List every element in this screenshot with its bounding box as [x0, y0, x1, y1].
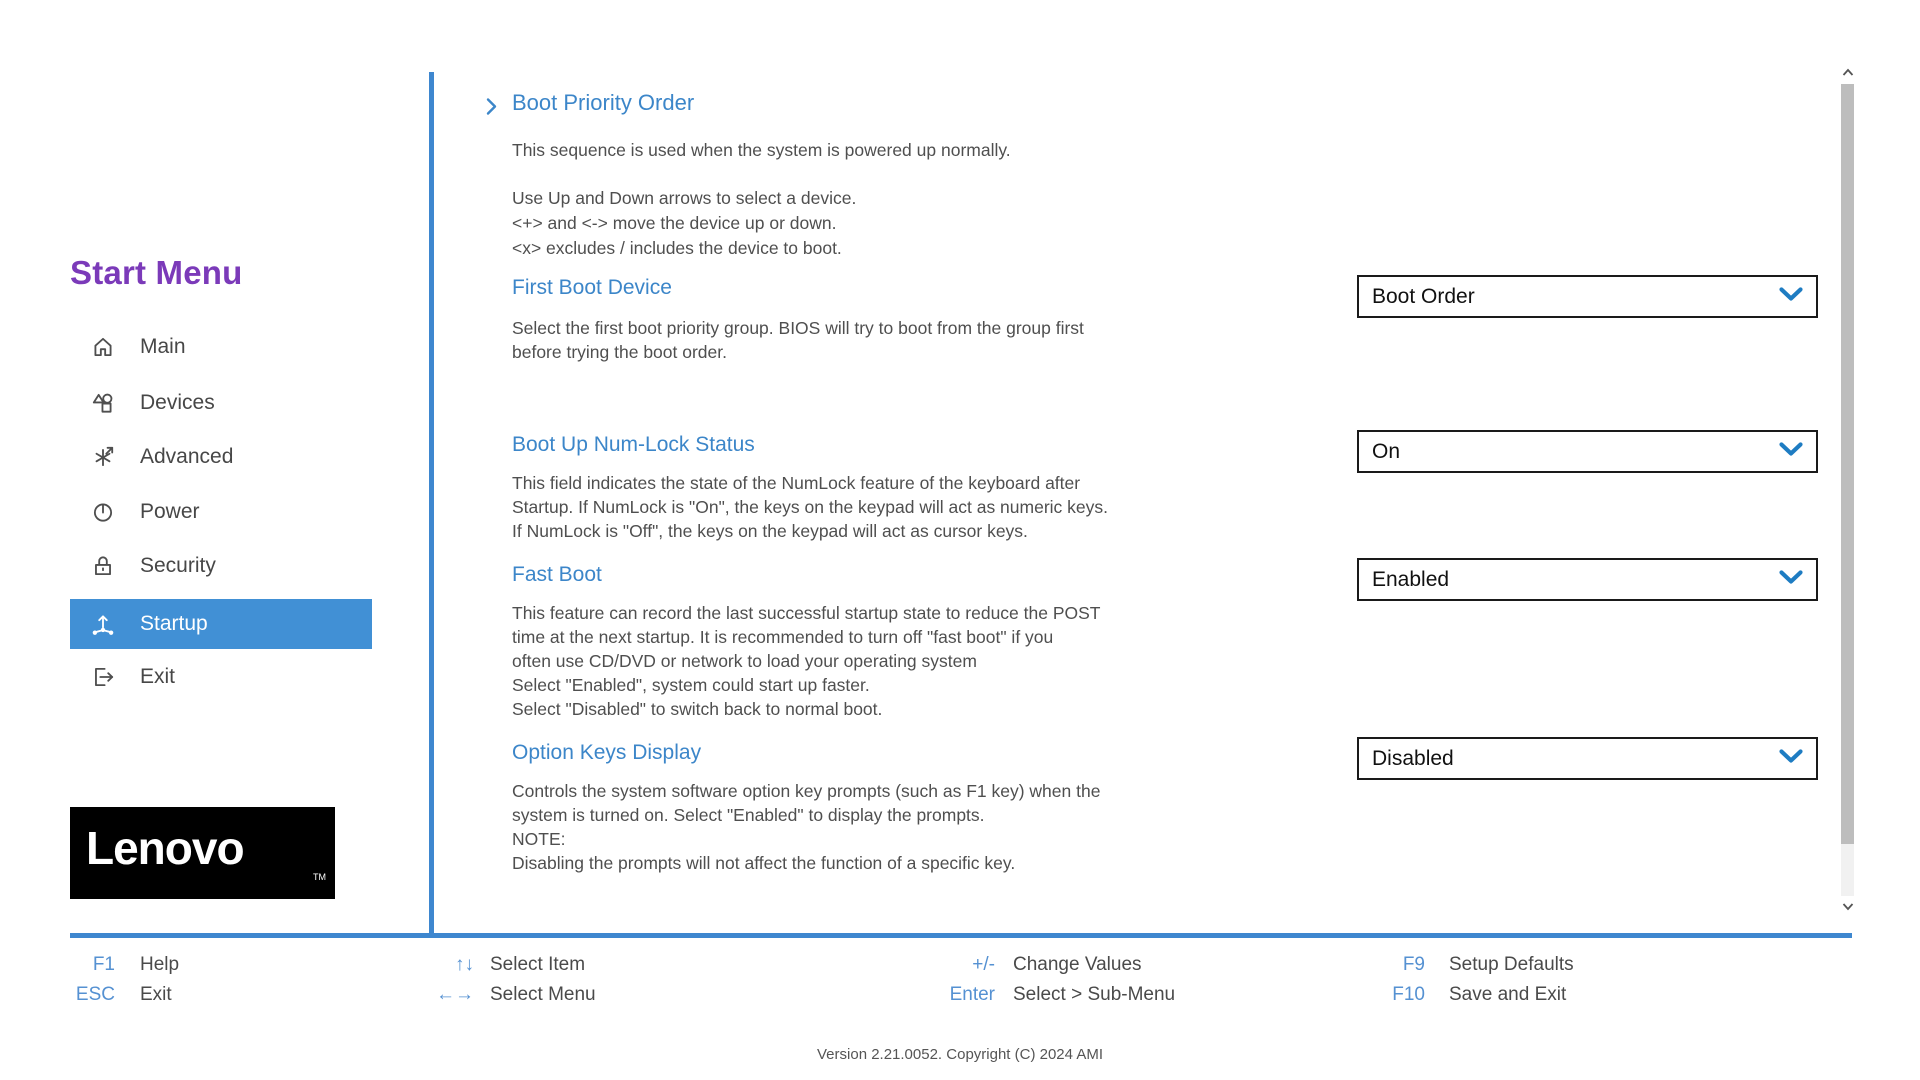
sidebar-item-label: Security — [140, 554, 216, 577]
sidebar-item-label: Power — [140, 500, 200, 523]
boot-priority-description: This sequence is used when the system is powered up normally. — [512, 140, 1011, 160]
sidebar-item-exit[interactable] — [70, 652, 372, 702]
dropdown-value: Disabled — [1372, 746, 1454, 770]
first-boot-device-select[interactable] — [1357, 275, 1818, 318]
desc-line: NOTE: — [512, 829, 566, 849]
setting-label-numlock-status: Boot Up Num-Lock Status — [512, 433, 755, 456]
desc-line: Select the first boot priority group. BIOS will try to boot from the group first — [512, 318, 1084, 338]
lock-icon — [90, 553, 116, 579]
lenovo-logo-tm: TM — [313, 872, 326, 882]
desc-line: before trying the boot order. — [512, 342, 727, 362]
setting-label-fast-boot: Fast Boot — [512, 563, 602, 586]
action-exit: Exit — [140, 984, 172, 1005]
lenovo-logo-text: Lenovo — [86, 822, 244, 874]
dropdown-value: On — [1372, 439, 1401, 463]
exit-icon — [90, 664, 116, 690]
key-f9: F9 — [1402, 954, 1425, 975]
desc-line: Select "Enabled", system could start up faster. — [512, 675, 870, 695]
action-change-values: Change Values — [1013, 954, 1142, 975]
desc-line: often use CD/DVD or network to load your operating system — [512, 651, 977, 671]
home-icon — [90, 334, 116, 360]
scrollbar-down-arrow-icon[interactable] — [1841, 900, 1854, 912]
action-select-menu: Select Menu — [490, 984, 596, 1005]
hint-line: Use Up and Down arrows to select a device. — [512, 188, 857, 208]
desc-line: Select "Disabled" to switch back to normal boot. — [512, 699, 883, 719]
left-right-arrows-icon: ←→ — [436, 984, 474, 1005]
hint-line: <+> and <-> move the device up or down. — [512, 213, 837, 233]
desc-line: Startup. If NumLock is "On", the keys on the keypad will act as numeric keys. — [512, 497, 1109, 517]
sidebar-item-advanced[interactable] — [70, 432, 372, 482]
footer-shortcuts-group-1 — [70, 950, 179, 1010]
scrollbar-thumb[interactable] — [1841, 84, 1854, 844]
advanced-icon — [90, 444, 116, 470]
setting-label-option-keys-display: Option Keys Display — [512, 741, 702, 764]
sidebar-item-security[interactable] — [70, 541, 372, 591]
lenovo-logo — [70, 807, 335, 899]
sidebar-item-label: Advanced — [140, 445, 234, 468]
chevron-down-icon — [1779, 570, 1803, 590]
boot-priority-order-link[interactable]: Boot Priority Order — [512, 90, 695, 115]
page-title: Start Menu — [70, 254, 243, 291]
scrollbar-up-arrow-icon[interactable] — [1841, 66, 1854, 78]
sidebar-item-label: Startup — [140, 612, 208, 635]
sidebar-item-label: Devices — [140, 391, 215, 414]
action-select-item: Select Item — [490, 954, 586, 975]
setting-description — [512, 601, 1252, 721]
chevron-down-icon — [1779, 442, 1803, 462]
desc-line: Disabling the prompts will not affect the function of a specific key. — [512, 853, 1016, 873]
footer-horizontal-divider — [70, 933, 1852, 938]
option-keys-display-select[interactable] — [1357, 737, 1818, 780]
desc-line: Controls the system software option key prompts (such as F1 key) when the — [512, 781, 1101, 801]
chevron-right-icon — [485, 97, 498, 121]
chevron-down-icon — [1779, 287, 1803, 307]
action-save-and-exit: Save and Exit — [1449, 984, 1567, 1005]
numlock-status-select[interactable] — [1357, 430, 1818, 473]
sidebar-item-label: Exit — [140, 665, 176, 688]
desc-line: time at the next startup. It is recommended to turn off "fast boot" if you — [512, 627, 1054, 647]
desc-line: system is turned on. Select "Enabled" to display the prompts. — [512, 805, 985, 825]
devices-icon — [90, 390, 116, 416]
footer-shortcuts-group-3 — [920, 950, 1175, 1010]
power-icon — [90, 499, 116, 525]
bios-version-text: Version 2.21.0052. Copyright (C) 2024 AMI — [817, 1046, 1103, 1063]
footer-shortcuts-group-2 — [432, 950, 596, 1010]
sidebar-item-devices[interactable] — [70, 378, 372, 428]
sidebar-item-power[interactable] — [70, 487, 372, 537]
footer-shortcuts-group-4 — [1350, 950, 1574, 1010]
boot-priority-hints — [512, 186, 1252, 261]
action-setup-defaults: Setup Defaults — [1449, 954, 1574, 975]
content-vertical-divider — [429, 72, 434, 933]
setting-label-first-boot-device: First Boot Device — [512, 276, 672, 299]
key-plus-minus: +/- — [972, 954, 995, 975]
action-help: Help — [140, 954, 180, 975]
dropdown-value: Boot Order — [1372, 284, 1475, 308]
startup-icon — [90, 611, 116, 637]
setting-description — [512, 316, 1252, 364]
sidebar-item-main[interactable] — [70, 322, 372, 372]
desc-line: If NumLock is "Off", the keys on the keypad will act as cursor keys. — [512, 521, 1028, 541]
dropdown-value: Enabled — [1372, 567, 1450, 591]
desc-line: This field indicates the state of the NumLock feature of the keyboard after — [512, 473, 1081, 493]
hint-line: <x> excludes / includes the device to boot. — [512, 238, 842, 258]
key-f10: F10 — [1392, 984, 1425, 1005]
fast-boot-select[interactable] — [1357, 558, 1818, 601]
sidebar-item-label: Main — [140, 335, 186, 358]
chevron-down-icon — [1779, 749, 1803, 769]
setting-description — [512, 471, 1252, 543]
action-select-submenu: Select > Sub-Menu — [1013, 984, 1176, 1005]
key-f1: F1 — [92, 954, 115, 975]
key-enter: Enter — [949, 984, 995, 1005]
up-down-arrows-icon: ↑↓ — [455, 954, 474, 975]
sidebar-item-startup[interactable] — [70, 599, 372, 649]
key-esc: ESC — [75, 984, 115, 1005]
desc-line: This feature can record the last successful startup state to reduce the POST — [512, 603, 1101, 623]
setting-description — [512, 779, 1252, 875]
